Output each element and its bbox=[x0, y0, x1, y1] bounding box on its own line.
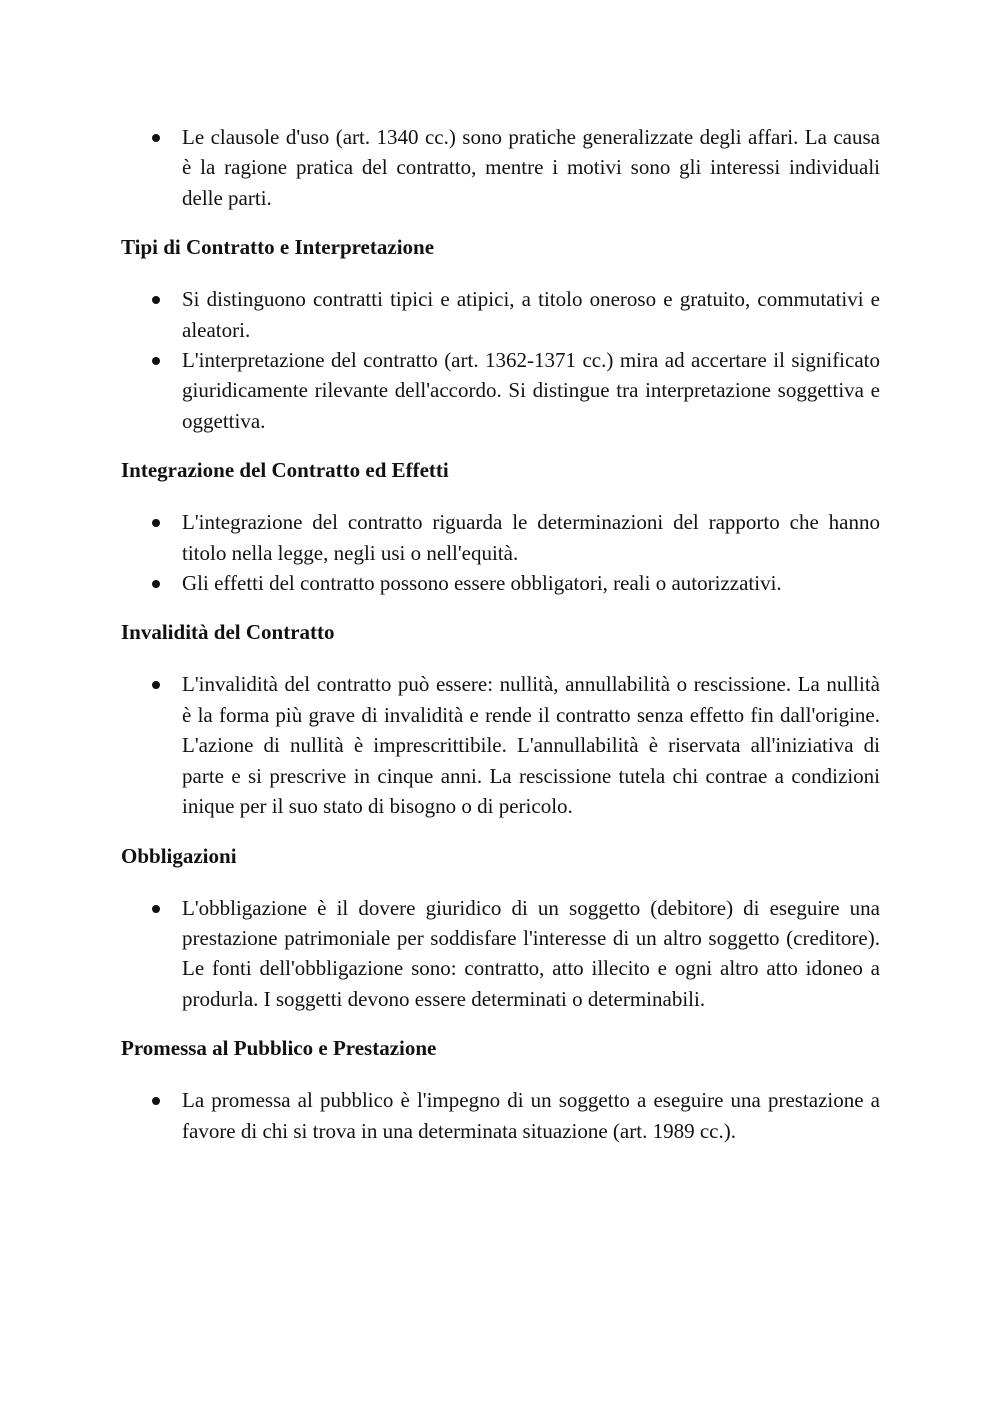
list-item-text: L'obbligazione è il dovere giuridico di un soggetto (debitore) di eseguire una prestazione patrimoniale per soddisfare l'interesse di un altro soggetto (creditore). Le fonti dell'obbligazione sono: contratto, atto illecito e ogni altro atto idoneo a produrla. I soggetti devono essere determinati o determinabili. bbox=[182, 895, 880, 1011]
section-title-integrazione: Integrazione del Contratto ed Effetti bbox=[121, 458, 449, 483]
list-item-text: L'invalidità del contratto può essere: nullità, annullabilità o rescissione. La nullità è la forma più grave di invalidità e rende il contratto senza effetto fin dall'origine. L'azione di nullità è imprescrittibile. L'annullabilità è riservata all'iniziativa di parte e si prescrive in cinque anni. La rescissione tutela chi contrae a condizioni inique per il suo stato di bisogno o di pericolo. bbox=[182, 672, 880, 819]
list-item-text: Le clausole d'uso (art. 1340 cc.) sono pratiche generalizzate degli affari. La causa è la ragione pratica del contratto, mentre i motivi sono gli interessi individuali delle parti. bbox=[182, 125, 880, 210]
document-body bbox=[121, 122, 880, 1146]
list-item-text: Gli effetti del contratto possono essere obbligatori, reali o autorizzativi. bbox=[182, 571, 782, 596]
list-item-text: L'interpretazione del contratto (art. 1362-1371 cc.) mira ad accertare il significato giuridicamente rilevante dell'accordo. Si distingue tra interpretazione soggettiva e oggettiva. bbox=[182, 348, 880, 433]
bullet-icon bbox=[152, 580, 160, 588]
list-item bbox=[121, 507, 880, 568]
list-item bbox=[121, 669, 880, 821]
section-title-invalidita: Invalidità del Contratto bbox=[121, 620, 335, 645]
list-item bbox=[121, 284, 880, 345]
list-item-text: L'integrazione del contratto riguarda le determinazioni del rapporto che hanno titolo nella legge, negli usi o nell'equità. bbox=[182, 510, 880, 565]
bullet-icon bbox=[152, 905, 160, 913]
list-item-text: Si distinguono contratti tipici e atipici, a titolo oneroso e gratuito, commutativi e aleatori. bbox=[182, 287, 880, 342]
bullet-icon bbox=[152, 519, 160, 527]
bullet-icon bbox=[152, 1097, 160, 1105]
section-bullet-list bbox=[121, 669, 880, 821]
section-bullet-list bbox=[121, 1085, 880, 1146]
list-item-text: La promessa al pubblico è l'impegno di un soggetto a eseguire una prestazione a favore di chi si trova in una determinata situazione (art. 1989 cc.). bbox=[182, 1088, 880, 1143]
bullet-icon bbox=[152, 681, 160, 689]
intro-bullet-list bbox=[121, 122, 880, 213]
section-title-tipi-di-contratto: Tipi di Contratto e Interpretazione bbox=[121, 235, 435, 260]
list-item bbox=[121, 568, 880, 598]
section-title-obbligazioni: Obbligazioni bbox=[121, 843, 237, 868]
list-item bbox=[121, 345, 880, 436]
list-item bbox=[121, 122, 880, 213]
section-bullet-list bbox=[121, 893, 880, 1015]
section-bullet-list bbox=[121, 284, 880, 436]
section-bullet-list bbox=[121, 507, 880, 598]
list-item bbox=[121, 1085, 880, 1146]
list-item bbox=[121, 893, 880, 1015]
bullet-icon bbox=[152, 296, 160, 304]
bullet-icon bbox=[152, 357, 160, 365]
section-title-promessa-al-pubblico: Promessa al Pubblico e Prestazione bbox=[121, 1036, 437, 1061]
bullet-icon bbox=[152, 134, 160, 142]
